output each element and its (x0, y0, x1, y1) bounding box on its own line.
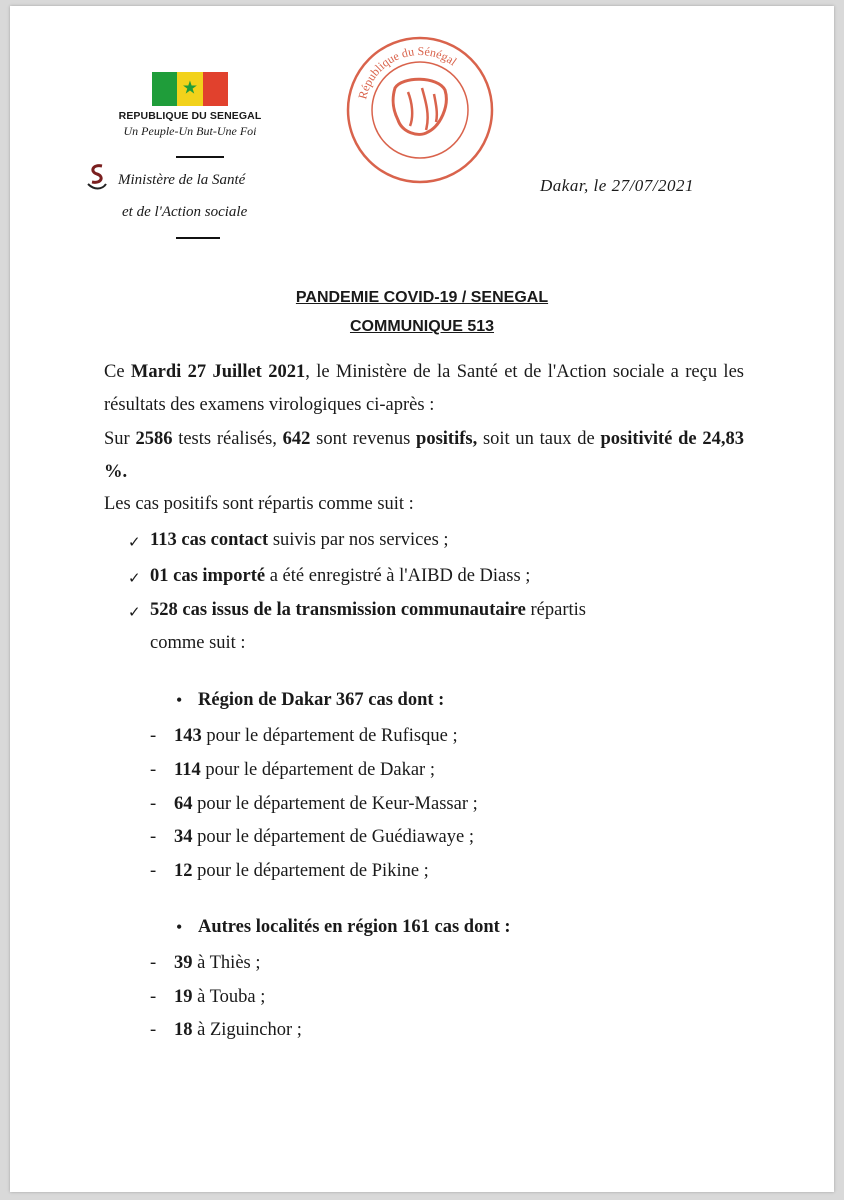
check-icon: ✓ (128, 533, 141, 551)
intro-date: Mardi 27 Juillet 2021 (130, 362, 306, 382)
document-date: Dakar, le 27/07/2021 (540, 176, 695, 195)
list-item: 143 pour le département de Rufisque ; (174, 726, 458, 746)
dash-icon: - (150, 827, 157, 847)
tests-count: 2586 (135, 429, 173, 449)
list-item: 19 à Touba ; (174, 987, 266, 1007)
dash-icon: - (150, 953, 157, 973)
document-title: PANDEMIE COVID-19 / SENEGAL (295, 289, 549, 306)
check-icon: ✓ (128, 603, 141, 621)
check-icon: ✓ (128, 569, 141, 587)
community-cases-item: 528 cas issus de la transmission communautaire répartis (150, 600, 586, 620)
ministry-name-line1: Ministère de la Santé (118, 172, 246, 188)
dash-icon: - (150, 987, 157, 1007)
star-icon: ★ (181, 77, 199, 99)
list-item: 34 pour le département de Guédiawaye ; (174, 827, 474, 847)
national-motto: Un Peuple-Un But-Une Foi (123, 124, 257, 138)
official-stamp (340, 28, 500, 188)
ministry-name-line2: et de l'Action sociale (122, 204, 248, 220)
ministry-logo-icon (84, 162, 110, 190)
republic-name: REPUBLIQUE DU SENEGAL (118, 110, 262, 122)
positivity-rate: positivité de 24,83 %. (104, 429, 745, 482)
other-localities-heading: Autres localités en région 161 cas dont : (198, 917, 511, 937)
dash-icon: - (150, 861, 157, 881)
list-item: 12 pour le département de Pikine ; (174, 861, 429, 881)
contact-cases-item: 113 cas contact suivis par nos services ; (150, 530, 449, 550)
dash-icon: - (150, 794, 157, 814)
list-item: 114 pour le département de Dakar ; (174, 760, 435, 780)
list-item: 64 pour le département de Keur-Massar ; (174, 794, 478, 814)
dakar-region-heading: Région de Dakar 367 cas dont : (198, 690, 445, 710)
stamp-text: République du Sénégal (355, 43, 460, 101)
communique-number: COMMUNIQUE 513 (349, 318, 495, 335)
bullet-icon: • (176, 917, 183, 937)
dash-icon: - (150, 1020, 157, 1040)
divider (176, 237, 220, 239)
imported-cases-item: 01 cas importé a été enregistré à l'AIBD de Diass ; (150, 566, 531, 586)
community-cases-item-cont: comme suit : (150, 633, 246, 653)
dash-icon: - (150, 760, 157, 780)
dash-icon: - (150, 726, 157, 746)
intro-paragraph: Ce Mardi 27 Juillet 2021, le Ministère de la Santé et de l'Action sociale a reçu les résultats des examens virologiques ci-après : (104, 362, 744, 415)
list-item: 18 à Ziguinchor ; (174, 1020, 302, 1040)
results-paragraph: Sur 2586 tests réalisés, 642 sont revenus positifs, soit un taux de positivité de 24,83 %. (104, 429, 745, 482)
bullet-icon: • (176, 690, 183, 710)
divider (176, 156, 224, 158)
positive-count: 642 (282, 429, 311, 449)
senegal-flag-icon (152, 72, 228, 106)
list-item: 39 à Thiès ; (174, 953, 261, 973)
distribution-intro: Les cas positifs sont répartis comme suit : (104, 494, 414, 514)
